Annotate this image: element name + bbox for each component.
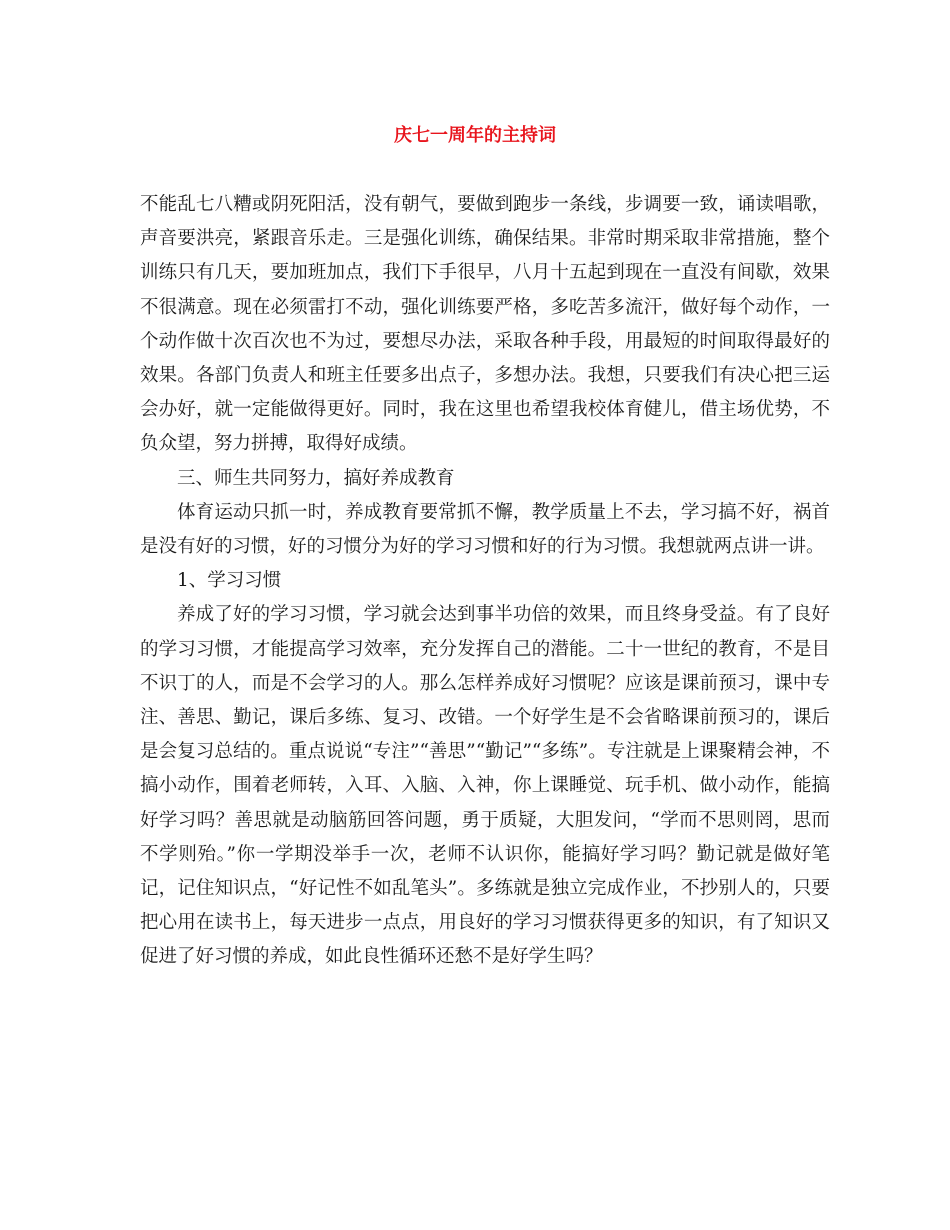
subsection-heading: 1、学习习惯 xyxy=(177,570,282,592)
paragraph: 养成了好的学习习惯，学习就会达到事半功倍的效果，而且终身受益。有了良好的学习习惯，才能提高学习效率，充分发挥自己的潜能。二十一世纪的教育，不是目不识丁的人，而是不会学习的人。那么怎样养成好习惯呢？应该是课前预习，课中专注、善思、勤记，课后多练、复习、改错。一个好学生是不会省略课前预习的，课后是会复习总结的。重点说说“专注”“善思”“勤记”“多练”。专注就是上课聚精会神，不搞小动作，围着老师转，入耳、入脑、入神，你上课睡觉、玩手机、做小动作，能搞好学习吗？善思就是动脑筋回答问题，勇于质疑，大胆发问，“学而不思则罔，思而不学则殆。”你一学期没举手一次，老师不认识你，能搞好学习吗？勤记就是做好笔记，记住知识点，“好记性不如乱笔头”。多练就是独立完成作业，不抄别人的，只要把心用在读书上，每天进步一点点，用良好的学习习惯获得更多的知识，有了知识又促进了好习惯的养成，如此良性循环还愁不是好学生吗？ xyxy=(140,604,830,968)
section-heading: 三、师生共同努力，搞好养成教育 xyxy=(177,467,455,489)
paragraph: 不能乱七八糟或阴死阳活，没有朝气，要做到跑步一条线，步调要一致，诵读唱歌，声音要洪亮，紧跟音乐走。三是强化训练，确保结果。非常时期采取非常措施，整个训练只有几天，要加班加点，我们下手很早，八月十五起到现在一直没有间歇，效果不很满意。现在必须雷打不动，强化训练要严格，多吃苦多流汗，做好每个动作，一个动作做十次百次也不为过，要想尽办法，采取各种手段，用最短的时间取得最好的效果。各部门负责人和班主任要多出点子，多想办法。我想，只要我们有决心把三运会办好，就一定能做得更好。同时，我在这里也希望我校体育健儿，借主场优势，不负众望，努力拼搏，取得好成绩。 xyxy=(140,194,830,455)
document-body xyxy=(140,188,830,975)
paragraph: 体育运动只抓一时，养成教育要常抓不懈，教学质量上不去，学习搞不好，祸首是没有好的习惯，好的习惯分为好的学习习惯和好的行为习惯。我想就两点讲一讲。 xyxy=(140,501,830,558)
document-title: 庆七一周年的主持词 xyxy=(394,125,556,146)
